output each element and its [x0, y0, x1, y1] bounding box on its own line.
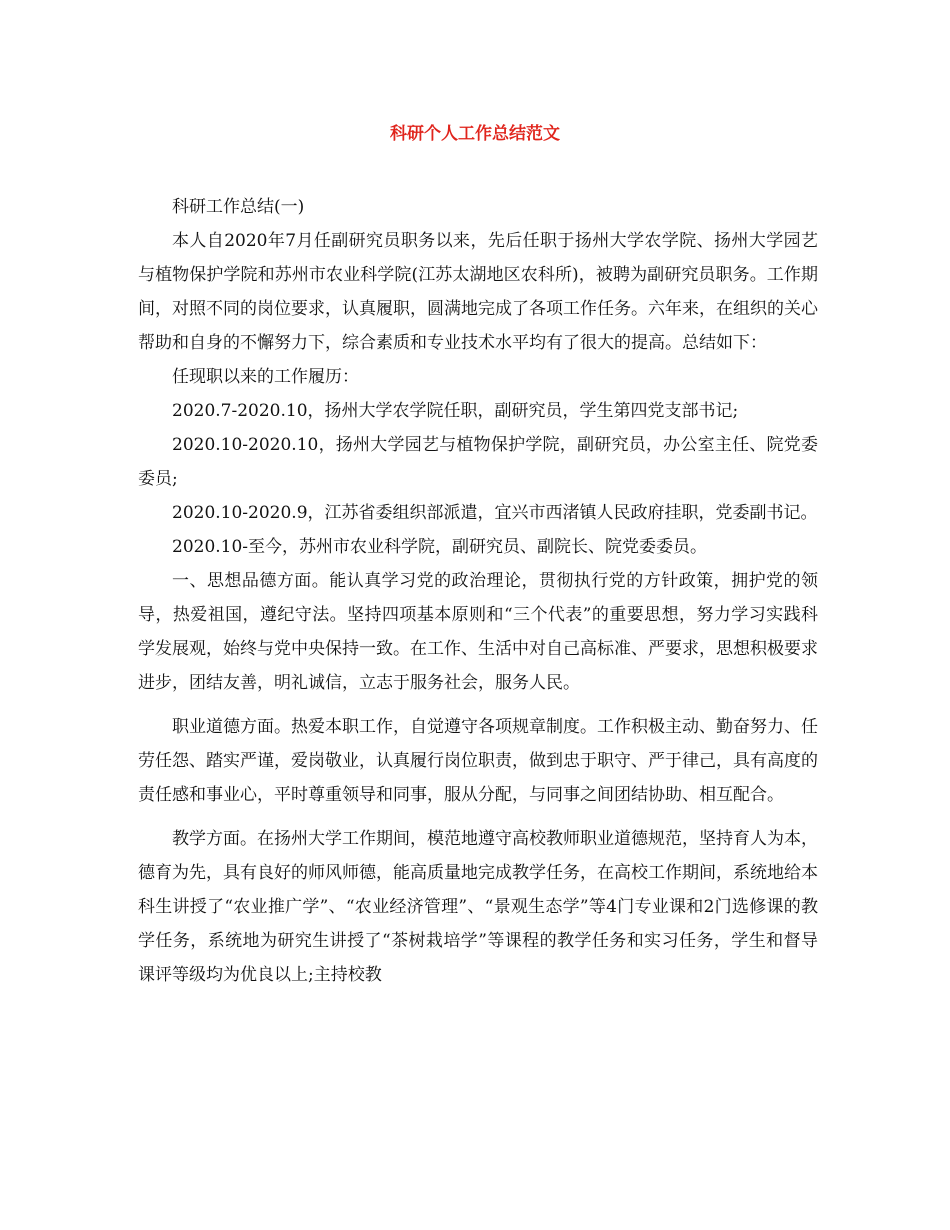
resume-entry: 2020.10-2020.9，江苏省委组织部派遣，宜兴市西渚镇人民政府挂职，党委副书记。 — [172, 503, 818, 523]
resume-entry: 2020.10-2020.10，扬州大学园艺与植物保护学院，副研究员，办公室主任、院党委委员; — [138, 435, 818, 489]
resume-heading: 任现职以来的工作履历： — [172, 367, 359, 387]
teaching-paragraph: 教学方面。在扬州大学工作期间，模范地遵守高校教师职业道德规范，坚持育人为本，德育为先，具有良好的师风师德，能高质量地完成教学任务，在高校工作期间，系统地给本科生讲授了“农业推广学”、“农业经济管理”、“景观生态学”等4门专业课和2门选修课的教学任务，系统地为研究生讲授了“茶树栽培学”等课程的教学任务和实习任务，学生和督导课评等级均为优良以上;主持校教 — [138, 829, 818, 985]
intro-paragraph: 本人自2020年7月任副研究员职务以来，先后任职于扬州大学农学院、扬州大学园艺与植物保护学院和苏州市农业科学院(江苏太湖地区农科所)，被聘为副研究员职务。工作期间，对照不同的岗位要求，认真履职，圆满地完成了各项工作任务。六年来，在组织的关心帮助和自身的不懈努力下，综合素质和专业技术水平均有了很大的提高。总结如下： — [138, 231, 818, 353]
resume-entry: 2020.7-2020.10，扬州大学农学院任职，副研究员，学生第四党支部书记; — [172, 401, 739, 421]
document-body — [138, 190, 818, 992]
section-heading: 科研工作总结(一) — [172, 197, 305, 217]
ideology-paragraph: 一、思想品德方面。能认真学习党的政治理论，贯彻执行党的方针政策，拥护党的领导，热爱祖国，遵纪守法。坚持四项基本原则和“三个代表”的重要思想，努力学习实践科学发展观，始终与党中央保持一致。在工作、生活中对自己高标准、严要求，思想积极要求进步，团结友善，明礼诚信，立志于服务社会，服务人民。 — [138, 571, 818, 693]
resume-entry: 2020.10-至今，苏州市农业科学院，副研究员、副院长、院党委委员。 — [172, 537, 708, 557]
document-title: 科研个人工作总结范文 — [390, 124, 560, 144]
ethics-paragraph: 职业道德方面。热爱本职工作，自觉遵守各项规章制度。工作积极主动、勤奋努力、任劳任怨、踏实严谨，爱岗敬业，认真履行岗位职责，做到忠于职守、严于律己，具有高度的责任感和事业心，平时尊重领导和同事，服从分配，与同事之间团结协助、相互配合。 — [138, 717, 818, 805]
